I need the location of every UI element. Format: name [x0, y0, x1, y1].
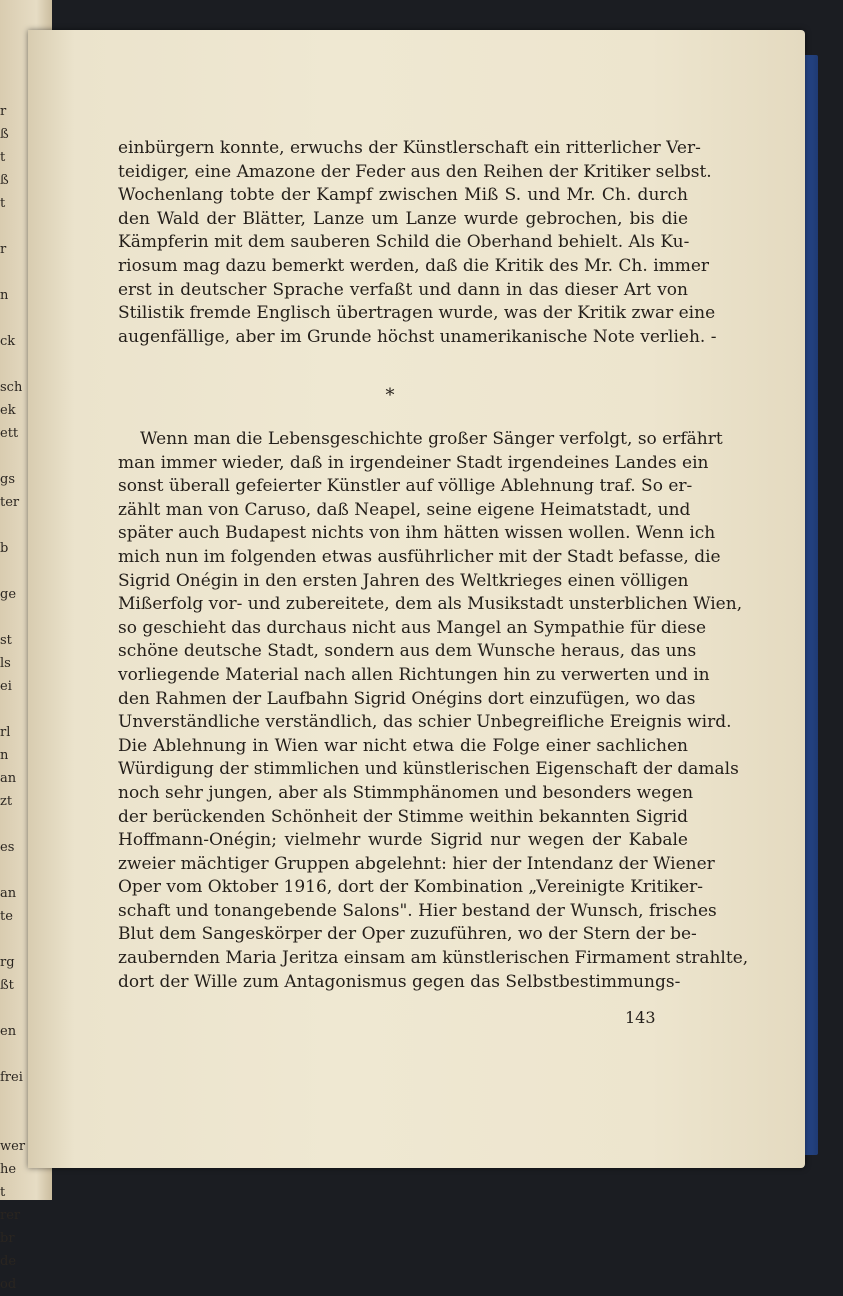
- text-line: schöne deutsche Stadt, sondern aus dem Wunsche heraus, das uns: [118, 641, 697, 662]
- text-line: Wochenlang tobte der Kampf zwischen Miß S. und Mr. Ch. durch: [118, 185, 688, 206]
- text-line: den Rahmen der Laufbahn Sigrid Onégins dort einzufügen, wo das: [118, 688, 696, 709]
- text-line: riosum mag dazu bemerkt werden, daß die Kritik des Mr. Ch. immer: [118, 255, 710, 276]
- text-line: augenfällige, aber im Grunde höchst unamerikanische Note verlieh. -: [118, 326, 717, 347]
- text-line: so geschieht das durchaus nicht aus Mangel an Sympathie für diese: [118, 617, 707, 638]
- text-line: Wenn man die Lebensgeschichte großer Sänger verfolgt, so erfährt: [140, 429, 723, 449]
- text-line: den Wald der Blätter, Lanze um Lanze wurde gebrochen, bis die: [118, 208, 688, 229]
- text-line: mich nun im folgenden etwas ausführlicher mit der Stadt befasse, die: [118, 546, 721, 567]
- text-line: Sigrid Onégin in den ersten Jahren des Weltkrieges einen völligen: [118, 570, 689, 591]
- text-line: Hoffmann-Onégin; vielmehr wurde Sigrid nur wegen der Kabale: [118, 830, 688, 851]
- text-line: vorliegende Material nach allen Richtungen hin zu verwerten und in: [118, 664, 710, 685]
- text-line: Blut dem Sangeskörper der Oper zuzuführen, wo der Stern der be-: [118, 924, 697, 945]
- text-line: zweier mächtiger Gruppen abgelehnt: hier der Intendanz der Wiener: [118, 853, 715, 874]
- book-page: [28, 30, 805, 1168]
- text-line: teidiger, eine Amazone der Feder aus den Reihen der Kritiker selbst.: [118, 161, 712, 182]
- text-line: zählt man von Caruso, daß Neapel, seine eigene Heimatstadt, und: [118, 499, 691, 520]
- text-line: dort der Wille zum Antagonismus gegen das Selbstbestimmungs-: [118, 971, 681, 992]
- text-line: Unverständliche verständlich, das schier Unbegreifliche Ereignis wird.: [118, 712, 732, 733]
- text-line: Kämpferin mit dem sauberen Schild die Oberhand behielt. Als Ku-: [118, 232, 690, 253]
- text-line: einbürgern konnte, erwuchs der Künstlerschaft ein ritterlicher Ver-: [118, 138, 701, 158]
- text-line: erst in deutscher Sprache verfaßt und dann in das dieser Art von: [118, 279, 688, 300]
- text-line: Stilistik fremde Englisch übertragen wurde, was der Kritik zwar eine: [118, 303, 716, 324]
- section-divider: *: [385, 385, 395, 406]
- page-number: 143: [625, 1008, 656, 1027]
- left-page-text-fragments: r ß t ß t r n ck sch ek ett gs ter b ge st ls ei rl n an zt es an te rg ßt en frei wer he t rer br de od: [0, 104, 26, 1292]
- text-line: Die Ablehnung in Wien war nicht etwa die Folge einer sachlichen: [118, 735, 688, 756]
- text-line: sonst überall gefeierter Künstler auf völlige Ablehnung traf. So er-: [118, 476, 693, 497]
- paragraph-main: [118, 428, 749, 994]
- text-line: Würdigung der stimmlichen und künstlerischen Eigenschaft der damals: [118, 759, 739, 780]
- paragraph-continuation: [118, 137, 717, 349]
- text-line: später auch Budapest nichts von ihm hätten wissen wollen. Wenn ich: [118, 523, 716, 544]
- text-line: noch sehr jungen, aber als Stimmphänomen und besonders wegen: [118, 782, 694, 803]
- text-line: der berückenden Schönheit der Stimme weithin bekannten Sigrid: [118, 806, 688, 827]
- text-line: man immer wieder, daß in irgendeiner Stadt irgendeines Landes ein: [118, 452, 709, 473]
- text-line: zaubernden Maria Jeritza einsam am künstlerischen Firmament strahlte,: [118, 948, 749, 969]
- text-line: Mißerfolg vor- und zubereitete, dem als Musikstadt unsterblichen Wien,: [118, 594, 743, 615]
- text-line: schaft und tonangebende Salons". Hier bestand der Wunsch, frisches: [118, 900, 717, 921]
- text-line: Oper vom Oktober 1916, dort der Kombination „Vereinigte Kritiker-: [118, 877, 704, 898]
